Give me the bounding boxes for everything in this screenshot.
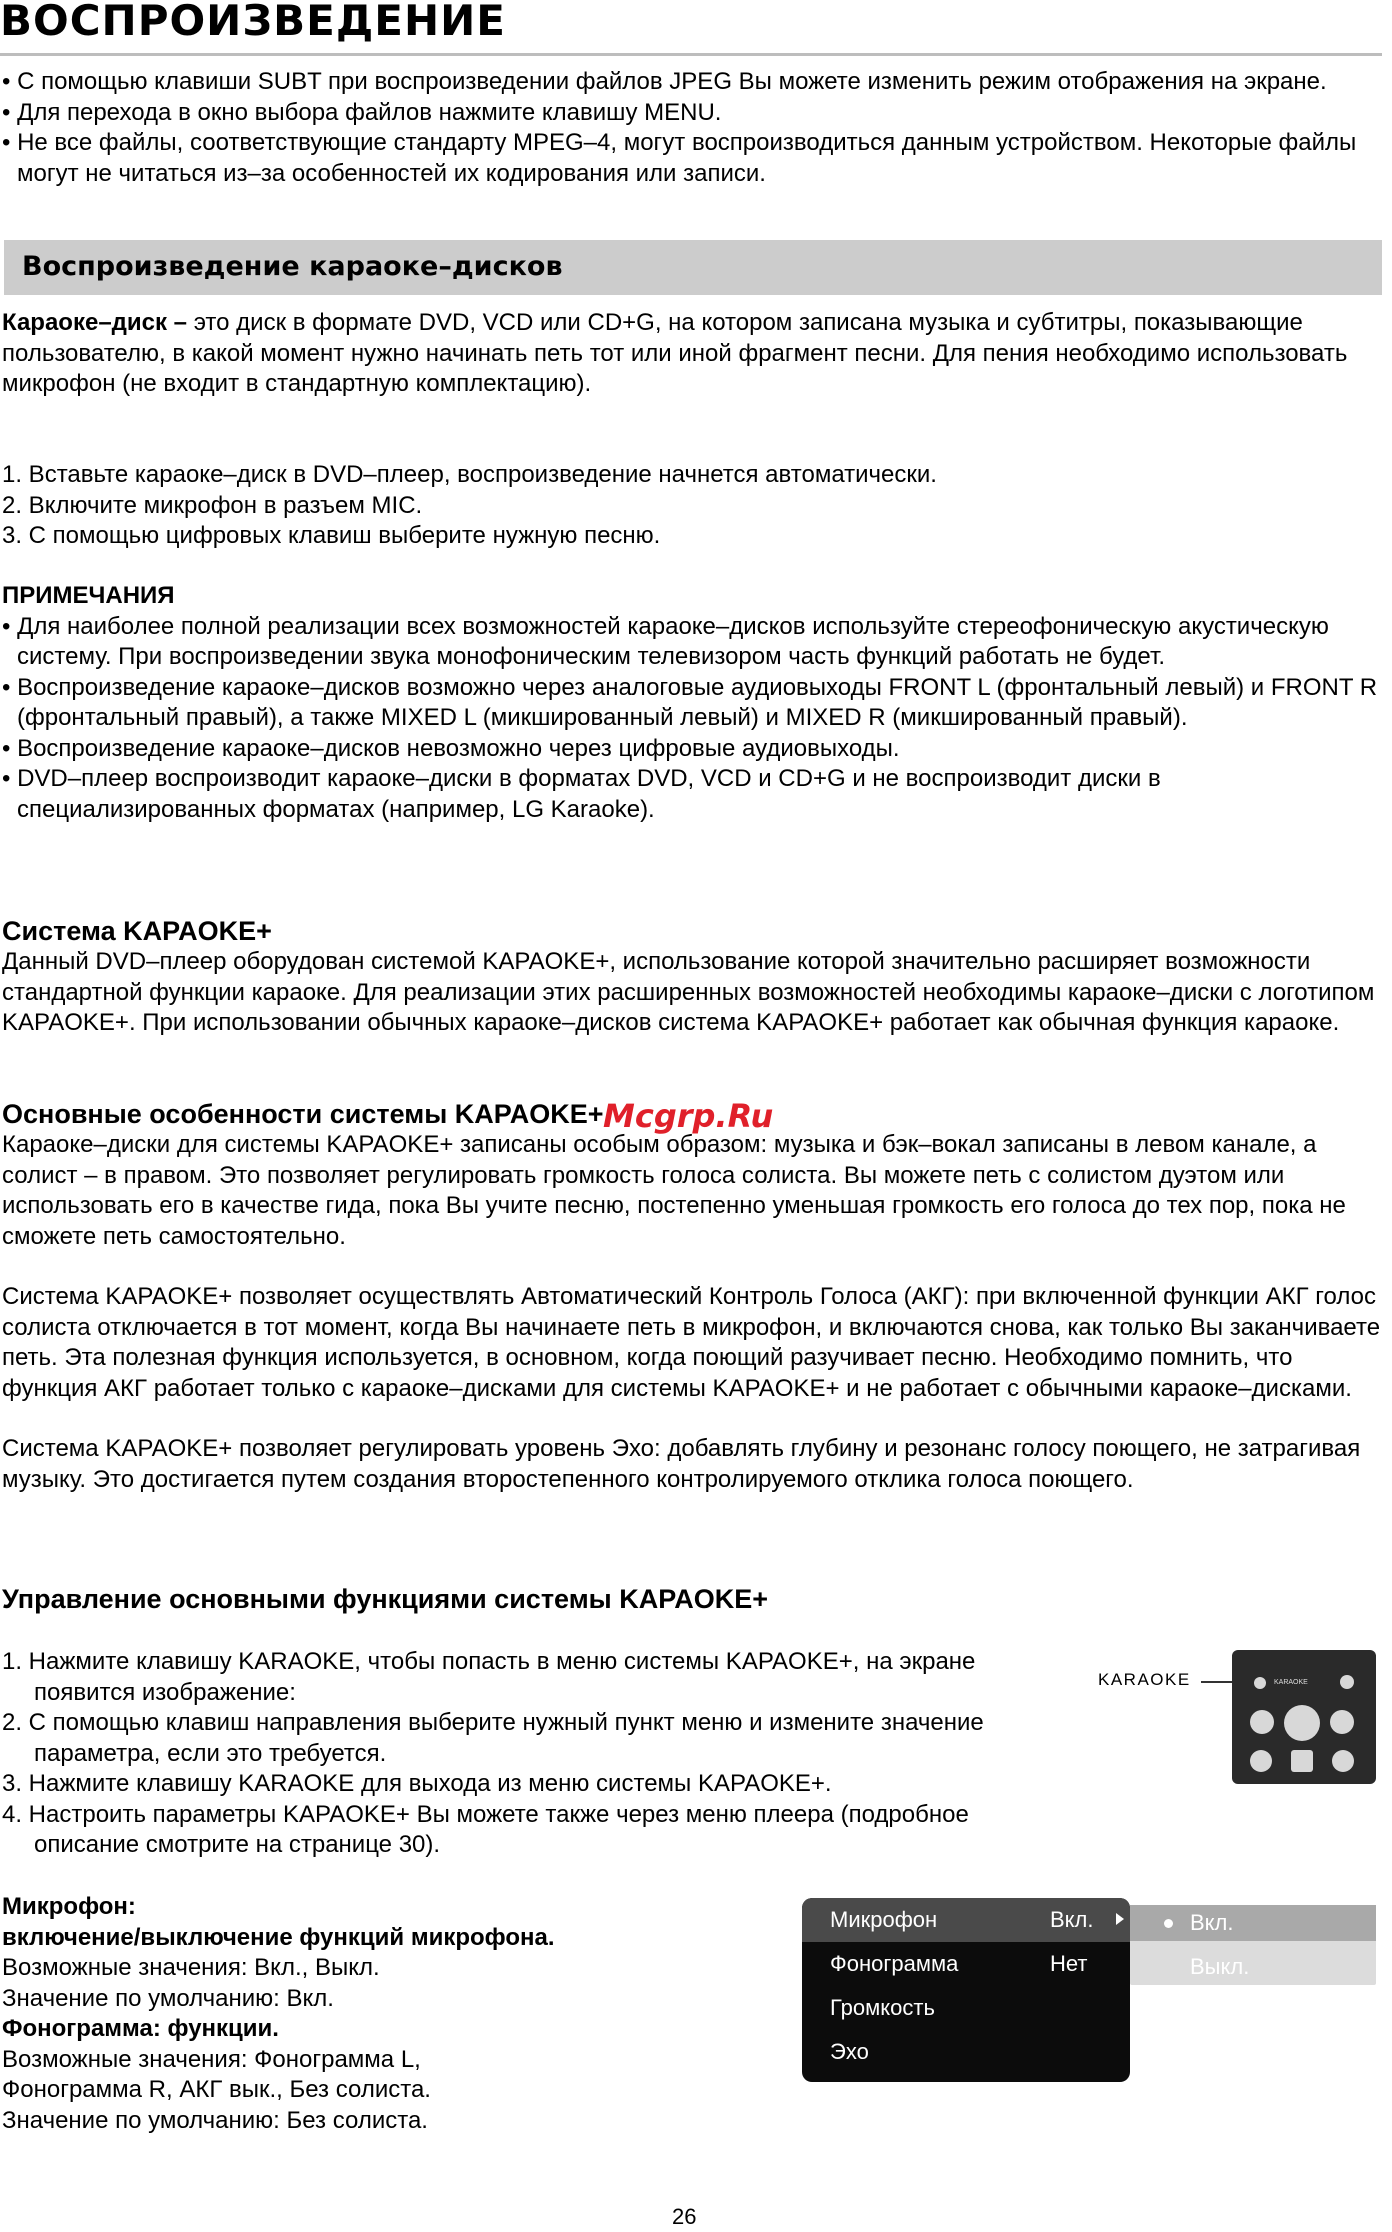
submenu-option-on[interactable]: Вкл. [1190,1910,1234,1935]
control-steps [2,1647,1062,1861]
karaoke-steps [2,460,1390,552]
features-paragraph: Караоке–диски для системы KAPAOKE+ записаны особым образом: музыка и бэк–вокал записаны в левом канале, а солист – в правом. Это позволяет регулировать громкость голоса солиста. Вы можете петь с солистом дуэтом или использовать его в качестве гида, пока Вы учите песню, постепенно уменьшая громкость его голоса до тех пор, пока не сможете петь самостоятельно. [2,1131,1346,1250]
intro-bullet-list [2,67,1382,189]
intro-bullet: • Для перехода в окно выбора файлов нажмите клавишу MENU. [2,98,722,126]
osd-menu-row-phonogram[interactable] [830,1951,1120,1977]
karaoke-plus-section [2,915,1390,1039]
mic-subheading: включение/выключение функций микрофона. [2,1923,555,1951]
notes-heading: ПРИМЕЧАНИЯ [2,582,175,609]
note-item: • DVD–плеер воспроизводит караоке–диски в форматах DVD, VCD и CD+G и не воспроизводит диски в специализированных форматах (например, LG Karaoke). [2,765,1161,823]
watermark: Mcgrp.Ru [603,1097,774,1135]
remote-tiny-label: KARAOKE [1274,1679,1308,1686]
submenu-arrow-icon [1116,1913,1124,1925]
rewind-icon [1250,1710,1274,1734]
mic-values: Возможные значения: Вкл., Выкл. [2,1954,380,1981]
submenu-option-off[interactable]: Выкл. [1190,1954,1250,1979]
step-item: 3. С помощью цифровых клавиш выберите нужную песню. [2,522,661,549]
section-banner-title: Воспроизведение караоке–дисков [22,251,563,282]
phono-default: Значение по умолчанию: Без солиста. [2,2106,428,2134]
page-number: 26 [672,2204,697,2229]
fast-forward-icon [1330,1710,1354,1734]
osd-menu-label: Фонограмма [830,1951,959,1976]
title-rule [0,53,1382,56]
osd-menu-row-volume[interactable] [830,1995,1120,2021]
phono-heading: Фонограмма: функции. [2,2015,279,2042]
karaoke-plus-heading: Система KAPAOKE+ [2,916,272,946]
osd-menu-value: Вкл. [1050,1907,1094,1932]
features-section [2,1098,1390,1495]
control-step: 4. Настроить параметры KAPAOKE+ Вы можете также через меню плеера (подробное описание смотрите на странице 30). [2,1800,969,1858]
stop-icon [1291,1750,1313,1772]
control-heading: Управление основными функциями системы KAPAOKE+ [2,1584,769,1614]
karaoke-definition [2,308,1390,400]
control-step: 3. Нажмите клавишу KARAOKE для выхода из меню системы KAPAOKE+. [2,1770,832,1797]
remote-control-image [1232,1650,1376,1784]
osd-submenu [1130,1905,1376,1985]
play-pause-icon [1284,1705,1320,1741]
menu-descriptions [2,1892,762,2136]
definition-term: Караоке–диск – [2,309,188,336]
karaoke-button-icon [1254,1677,1266,1689]
notes-section [2,581,1390,825]
mic-heading: Микрофон: [2,1893,136,1920]
note-item: • Воспроизведение караоке–дисков невозможно через цифровые аудиовыходы. [2,734,900,762]
karaoke-plus-text: Данный DVD–плеер оборудован системой KAPAOKE+, использование которой значительно расширяет возможности стандартной функции караоке. Для реализации этих расширенных возможностей необходимы караоке–диски с логотипом KAPAOKE+. При использовании обычных караоке–дисков система KAPAOKE+ работает как обычная функция караоке. [2,948,1375,1036]
osd-menu-row-microphone[interactable] [830,1907,1120,1933]
remote-callout-label: KARAOKE [1098,1670,1191,1689]
control-step: 1. Нажмите клавишу KARAOKE, чтобы попасть в меню системы KAPAOKE+, на экране появится изображение: [2,1648,976,1706]
note-item: • Для наиболее полной реализации всех возможностей караоке–дисков используйте стереофоническую акустическую систему. При воспроизведении звука монофоническим телевизором часть функций работать не будет. [2,612,1329,670]
features-heading: Основные особенности системы KAPAOKE+ [2,1099,604,1129]
osd-menu-label: Микрофон [830,1907,938,1932]
definition-text: это диск в формате DVD, VCD или CD+G, на котором записана музыка и субтитры, показывающие пользователю, в какой момент нужно начинать петь тот или иной фрагмент песни. Для пения необходимо использовать микрофон (не входит в стандартную комплектацию). [2,309,1348,397]
osd-menu-row-echo[interactable] [830,2039,1120,2065]
control-heading-block [2,1583,1390,1615]
remote-round-button-icon [1340,1675,1354,1689]
page-title: ВОСПРОИЗВЕДЕНИЕ [0,0,506,45]
features-paragraph: Система KAPAOKE+ позволяет регулировать уровень Эхо: добавлять глубину и резонанс голосу поющего, не затрагивая музыку. Это достигается путем создания второстепенного контролируемого отклика голоса поющего. [2,1435,1361,1493]
next-icon [1332,1750,1354,1772]
intro-bullet: • Не все файлы, соответствующие стандарту MPEG–4, могут воспроизводиться данным устройством. Некоторые файлы могут не читаться из–за особенностей их кодирования или записи. [2,129,1357,187]
osd-menu [802,1898,1130,2082]
phono-values: Возможные значения: Фонограмма L, [2,2045,421,2073]
previous-icon [1250,1750,1272,1772]
selected-bullet-icon [1164,1919,1173,1928]
section-banner [4,240,1382,295]
osd-menu-value: Нет [1050,1951,1088,1976]
note-item: • Воспроизведение караоке–дисков возможно через аналоговые аудиовыходы FRONT L (фронтальный левый) и FRONT R (фронтальный правый), а также MIXED L (микшированный левый) и MIXED R (микшированный правый). [2,673,1378,731]
control-step: 2. С помощью клавиш направления выберите нужный пункт меню и измените значение параметра, если это требуется. [2,1709,984,1767]
mic-default: Значение по умолчанию: Вкл. [2,1984,334,2012]
features-paragraph: Система KAPAOKE+ позволяет осуществлять Автоматический Контроль Голоса (АКГ): при включенной функции АКГ голос солиста отключается в тот момент, когда Вы начинаете петь в микрофон, и включаются снова, как только Вы заканчиваете петь. Эта полезная функция используется, в основном, когда поющий разучивает песню. Необходимо помнить, что функция АКГ работает только с караоке–дисками для системы KAPAOKE+ и не работает с обычными караоке–дисками. [2,1283,1381,1402]
intro-bullet: • С помощью клавиши SUBT при воспроизведении файлов JPEG Вы можете изменить режим отображения на экране. [2,68,1327,95]
osd-menu-label: Эхо [830,2039,869,2064]
osd-menu-label: Громкость [830,1995,935,2020]
step-item: 2. Включите микрофон в разъем MIC. [2,491,423,519]
step-item: 1. Вставьте караоке–диск в DVD–плеер, воспроизведение начнется автоматически. [2,461,937,488]
phono-values: Фонограмма R, АКГ вык., Без солиста. [2,2076,431,2103]
